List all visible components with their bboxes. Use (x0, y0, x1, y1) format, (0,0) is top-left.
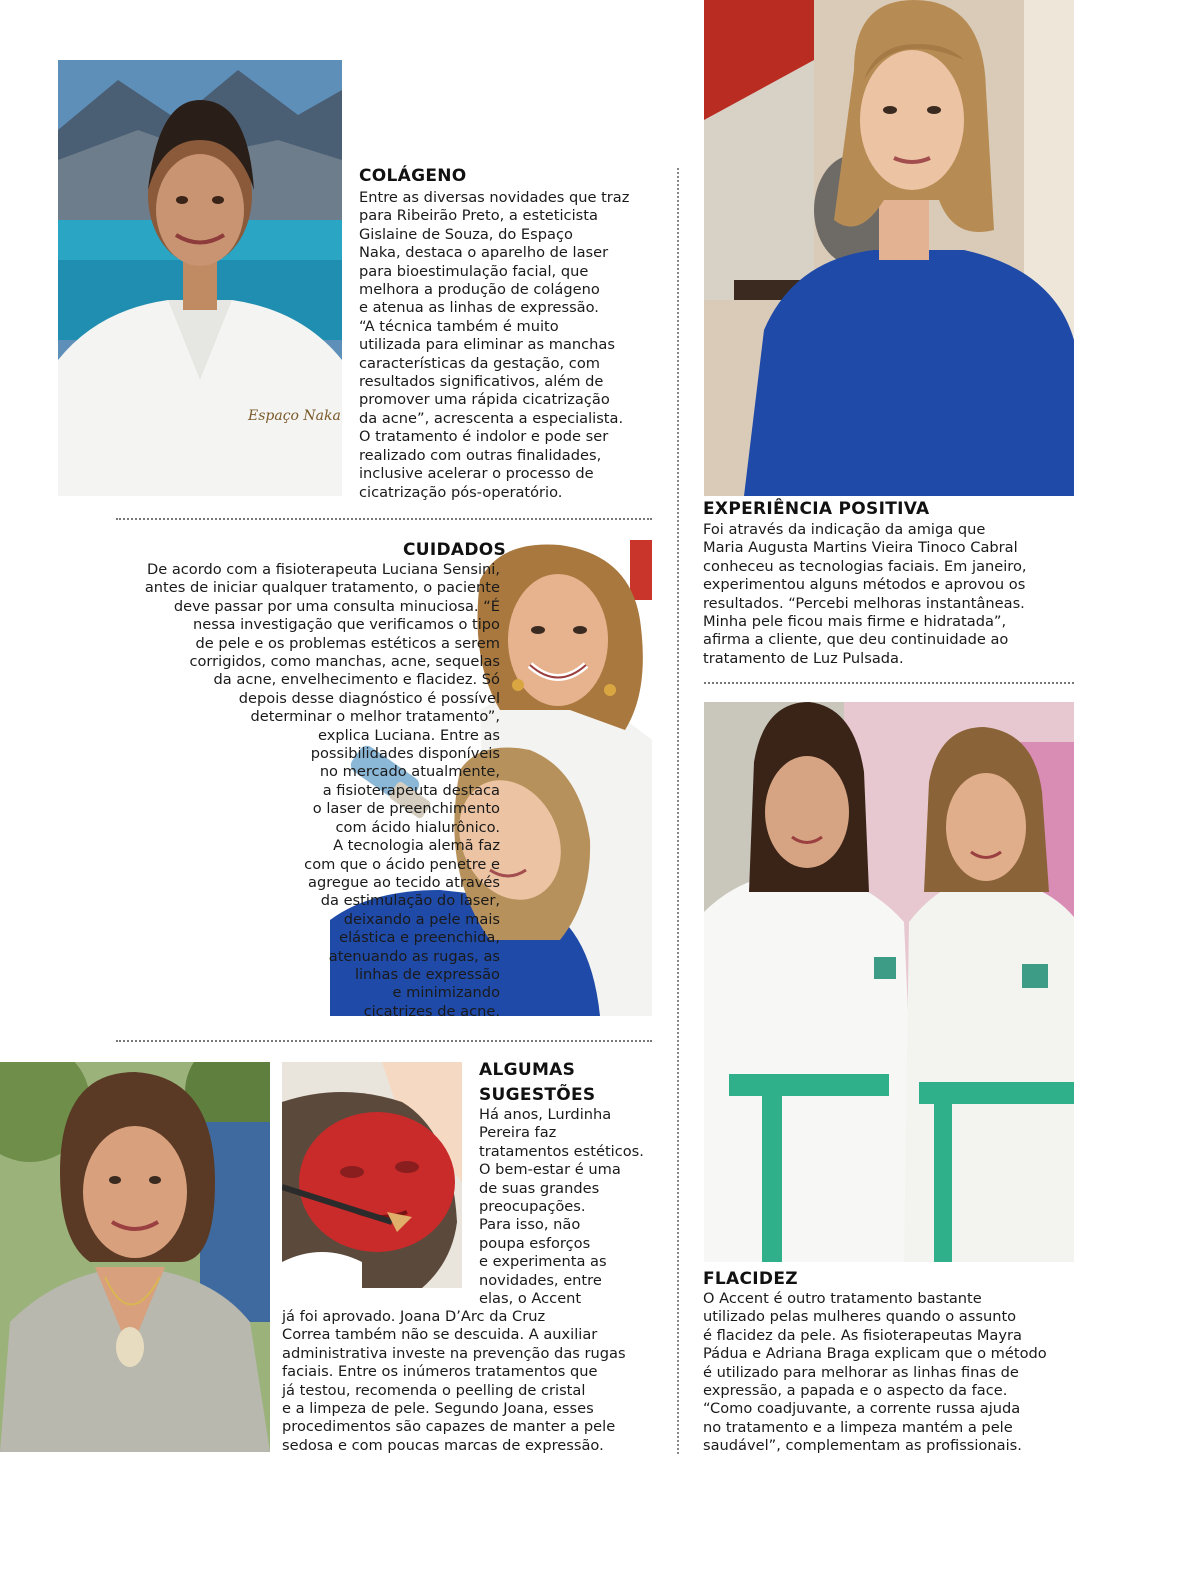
sugestoes-body-narrow (479, 1106, 644, 1308)
text-line: expressão, a papada e o aspecto da face. (703, 1382, 1008, 1400)
separator-experiencia (704, 682, 1074, 684)
cuidados-title: CUIDADOS (403, 540, 507, 560)
text-line: “A técnica também é muito (359, 317, 559, 335)
text-line: e a limpeza de pele. Segundo Joana, esses (282, 1400, 594, 1418)
text-line: resultados. “Percebi melhoras instantâneas. (703, 594, 1025, 612)
text-line: elas, o Accent (479, 1290, 582, 1308)
text-line: conheceu as tecnologias faciais. Em janeiro, (703, 557, 1027, 575)
text-line: Naka, destaca o aparelho de laser (359, 244, 609, 262)
separator-cuidados (116, 1040, 652, 1042)
text-line: determinar o melhor tratamento”, (250, 708, 500, 726)
cuidados-body (145, 561, 500, 1021)
text-line: administrativa investe na prevenção das rugas (282, 1344, 626, 1362)
text-line: Minha pele ficou mais firme e hidratada”, (703, 613, 1007, 631)
text-line: preocupações. (479, 1198, 586, 1216)
text-line: no tratamento e a limpeza mantém a pele (703, 1418, 1013, 1436)
text-line: já foi aprovado. Joana D’Arc da Cruz (282, 1308, 546, 1325)
text-line: procedimentos são capazes de manter a pele (282, 1418, 616, 1436)
photo-gislaine (58, 60, 342, 496)
text-line: afirma a cliente, que deu continuidade ao (703, 631, 1009, 649)
text-line: é utilizado para melhorar as linhas finas de (703, 1363, 1019, 1381)
text-line: possibilidades disponíveis (310, 745, 500, 763)
text-line: elástica e preenchida, (339, 929, 500, 947)
text-line: Foi através da indicação da amiga que (703, 521, 986, 538)
text-line: atenuando as rugas, as (328, 947, 500, 965)
colageno-body (359, 189, 629, 502)
photo-lurdinha (0, 1062, 270, 1452)
text-line: melhora a produção de colágeno (359, 281, 600, 299)
text-line: da acne, envelhecimento e flacidez. Só (213, 671, 500, 689)
sugestoes-body-wide (282, 1308, 626, 1455)
flacidez-body (703, 1290, 1047, 1456)
text-line: da estimulação do laser, (320, 892, 500, 910)
text-line: cicatrizes de acne. (363, 1002, 500, 1020)
text-line: utilizada para eliminar as manchas (359, 336, 615, 354)
text-line: A tecnologia alemã faz (333, 837, 500, 855)
text-line: utilizado pelas mulheres quando o assunto (703, 1308, 1017, 1326)
svg-text:Espaço Naka: Espaço Naka (248, 408, 341, 424)
text-line: faciais. Entre os inúmeros tratamentos que (282, 1363, 598, 1381)
text-line: poupa esforços (479, 1234, 591, 1252)
text-line: De acordo com a fisioterapeuta Luciana Sensini, (146, 561, 500, 578)
photo-mayra-adriana (704, 702, 1074, 1262)
text-line: promover uma rápida cicatrização (359, 391, 610, 409)
text-line: depois desse diagnóstico é possível (238, 689, 500, 707)
photo-facial-mask (282, 1062, 462, 1288)
text-line: no mercado atualmente, (319, 763, 500, 781)
text-line: já testou, recomenda o peelling de cristal (282, 1381, 586, 1399)
text-line: cicatrização pós-operatório. (359, 483, 563, 501)
sugestoes-title-1: ALGUMAS (479, 1060, 576, 1080)
text-line: saudável”, complementam as profissionais. (703, 1437, 1022, 1455)
text-line: nessa investigação que verificamos o tipo (193, 616, 500, 634)
text-line: Gislaine de Souza, do Espaço (359, 225, 573, 243)
text-line: e minimizando (392, 984, 500, 1002)
text-line: deixando a pele mais (343, 910, 500, 928)
experiencia-title: EXPERIÊNCIA POSITIVA (703, 499, 930, 519)
separator-colageno (116, 518, 652, 520)
text-line: e experimenta as (479, 1253, 607, 1271)
column-divider (677, 168, 679, 1454)
text-line: características da gestação, com (359, 354, 600, 372)
text-line: linhas de expressão (354, 965, 500, 983)
sugestoes-title-2: SUGESTÕES (479, 1085, 596, 1105)
text-line: O bem-estar é uma (479, 1161, 621, 1179)
text-line: a fisioterapeuta destaca (322, 781, 500, 799)
text-line: deve passar por uma consulta minuciosa. “É (173, 597, 500, 615)
text-line: experimentou alguns métodos e aprovou os (703, 576, 1026, 594)
text-line: para bioestimulação facial, que (359, 262, 589, 280)
text-line: antes de iniciar qualquer tratamento, o paciente (144, 579, 500, 597)
text-line: Entre as diversas novidades que traz (359, 189, 630, 206)
text-line: Há anos, Lurdinha (479, 1106, 612, 1123)
text-line: “Como coadjuvante, a corrente russa ajuda (703, 1400, 1021, 1418)
text-line: corrigidos, como manchas, acne, sequelas (189, 653, 500, 671)
text-line: Correa também não se descuida. A auxiliar (282, 1326, 598, 1344)
text-line: agregue ao tecido através (308, 873, 500, 891)
text-line: tratamentos estéticos. (479, 1142, 644, 1160)
text-line: Maria Augusta Martins Vieira Tinoco Cabral (703, 539, 1018, 557)
text-line: tratamento de Luz Pulsada. (703, 649, 904, 667)
experiencia-body (703, 521, 1027, 668)
text-line: inclusive acelerar o processo de (359, 465, 594, 483)
text-line: Pereira faz (479, 1124, 557, 1142)
text-line: Para isso, não (479, 1216, 581, 1234)
text-line: com que o ácido penetre e (304, 855, 500, 873)
text-line: explica Luciana. Entre as (318, 726, 500, 744)
text-line: com ácido hialurônico. (335, 818, 500, 836)
photo-maria-augusta (704, 0, 1074, 496)
text-line: resultados significativos, além de (359, 373, 604, 391)
text-line: O tratamento é indolor e pode ser (359, 428, 609, 446)
flacidez-title: FLACIDEZ (703, 1269, 798, 1289)
text-line: para Ribeirão Preto, a esteticista (359, 207, 598, 225)
text-line: e atenua as linhas de expressão. (359, 299, 599, 317)
text-line: de suas grandes (479, 1179, 600, 1197)
text-line: realizado com outras finalidades, (359, 446, 602, 464)
text-line: sedosa e com poucas marcas de expressão. (282, 1436, 604, 1454)
text-line: o laser de preenchimento (312, 800, 500, 818)
text-line: de pele e os problemas estéticos a serem (195, 634, 500, 652)
text-line: Pádua e Adriana Braga explicam que o método (703, 1345, 1047, 1363)
text-line: é flacidez da pele. As fisioterapeutas Mayra (703, 1326, 1022, 1344)
text-line: novidades, entre (479, 1271, 602, 1289)
colageno-title: COLÁGENO (359, 166, 467, 186)
text-line: da acne”, acrescenta a especialista. (359, 409, 624, 427)
text-line: O Accent é outro tratamento bastante (703, 1290, 982, 1307)
